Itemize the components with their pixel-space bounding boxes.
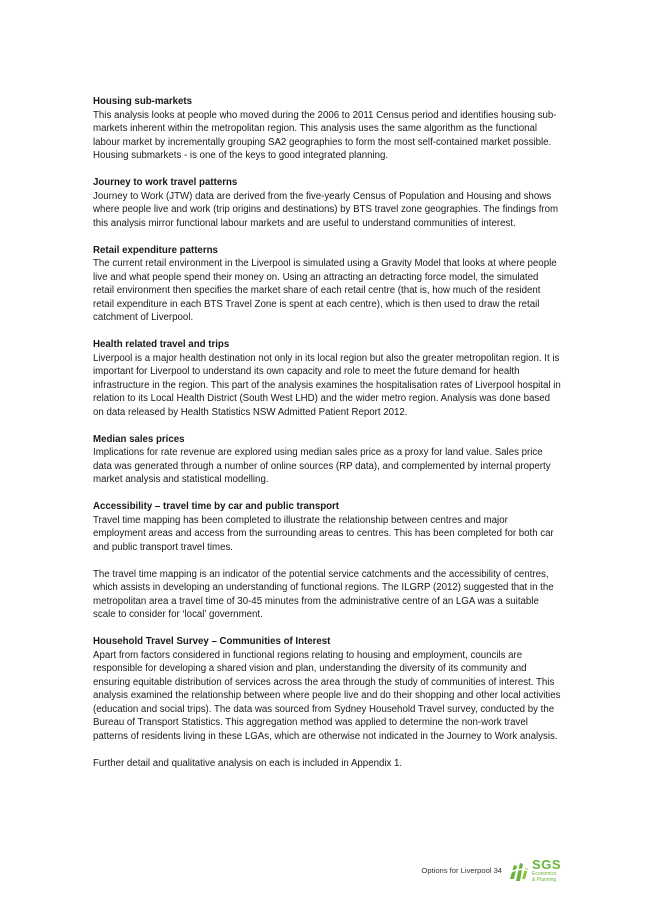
section-heading: Median sales prices [93,433,185,445]
section-paragraph: Further detail and qualitative analysis on each is included in Appendix 1. [93,757,403,769]
section-heading: Housing sub-markets [93,96,193,107]
logo-subtitle-line2: & Planning [532,877,557,883]
section-accessibility [93,500,561,622]
section-paragraph: This analysis looks at people who moved during the 2006 to 2011 Census period and identifies housing sub-markets inherent within the metropolitan region. This analysis uses the same algorithm as the functional labour market by incrementally grouping SA2 geographies to form the most self-contained market possible. Housing submarkets - is one of the keys to good integrated planning. [93,109,557,161]
page-footer [421,858,561,883]
section-retail-expenditure [93,244,561,325]
section-paragraph: The travel time mapping is an indicator of the potential service catchments and the accessibility of centres, which assists in developing an understanding of functional regions. The ILGRP (2012) suggested that in the metropolitan area a travel time of 30-45 minutes from the administrative centre of an LGA was a suitable scale to consider for ‘local’ government. [93,568,554,620]
section-journey-to-work [93,176,561,230]
section-household-travel-survey [93,635,561,770]
logo-wordmark [532,858,561,883]
section-heading: Accessibility – travel time by car and public transport [93,501,340,512]
sgs-logo [508,858,561,883]
section-heading: Journey to work travel patterns [93,177,238,188]
section-paragraph: Apart from factors considered in functional regions relating to housing and employment, councils are responsible for developing a shared vision and plan, understanding the diversity of its community and ensuring equitable distribution of services across the area through the study of communities of interest. This analysis examined the relationship between where people live and do their shopping and other local activities (education and social trips). The data was sourced from Sydney Household Travel survey, conducted by the Bureau of Transport Statistics. This aggregation method was applied to determine the non-work travel patterns of residents living in these LGAs, which are otherwise not indicated in the Journey to Work analysis. [93,649,561,742]
section-heading: Retail expenditure patterns [93,244,218,256]
sgs-logo-icon [508,859,530,883]
section-housing-sub-markets [93,95,561,163]
section-paragraph: Journey to Work (JTW) data are derived from the five-yearly Census of Population and Housing and shows where people live and work (trip origins and destinations) by BTS travel zone geographies. The findings from this analysis mirror functional labour markets and are useful to understand communities of interest. [93,190,559,229]
section-health-travel [93,338,561,419]
section-paragraph: Travel time mapping has been completed to illustrate the relationship between centres and major employment areas and access from the surrounding areas to centres. This has been completed for both car and public transport travel times. [93,514,554,553]
section-heading: Household Travel Survey – Communities of Interest [93,636,331,647]
section-paragraph: The current retail environment in the Liverpool is simulated using a Gravity Model that looks at where people live and what people spend their money on. Using an attracting an detracting force model, the simulated retail environment then specifies the market share of each retail centre (that is, how much of the resident retail expenditure in each BTS Travel Zone is spent at each centre), which is then used to draw the retail catchment of Liverpool. [93,258,557,323]
section-heading: Health related travel and trips [93,339,230,350]
document-body [93,95,561,784]
footer-page-label: Options for Liverpool 34 [421,866,503,875]
section-paragraph: Implications for rate revenue are explored using median sales price as a proxy for land value. Sales price data was generated through a number of online sources (RP data), and complemented by internal property market analysis and statistical modelling. [93,447,551,485]
logo-subtitle-line1: Economics [532,871,557,877]
section-median-sales-prices [93,433,561,487]
logo-title: SGS [532,857,561,872]
section-paragraph: Liverpool is a major health destination not only in its local region but also the greater metropolitan region. It is important for Liverpool to understand its own capacity and role to meet the future demand for health infrastructure in the region. This part of the analysis examines the hospitalisation rates of Liverpool hospital in relation to its Local Health District (South West LHD) and the wider metro region. Analysis was done based on data released by Health Statistics NSW Admitted Patient Report 2012. [93,352,561,418]
